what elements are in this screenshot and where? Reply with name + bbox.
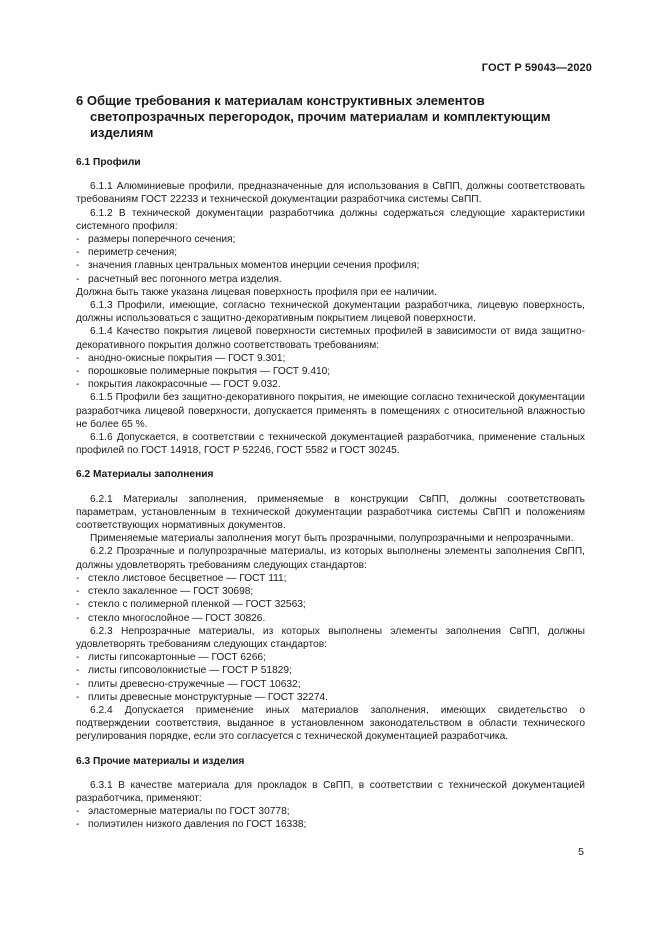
page-number: 5 [578, 846, 584, 858]
list-transparent-materials [76, 572, 585, 625]
paragraph-6-2-1-note: Применяемые материалы заполнения могут быть прозрачными, полупрозрачными и непрозрачными. [90, 533, 574, 545]
list-profile-characteristics [76, 233, 585, 286]
list-item: - стекло листовое бесцветное — ГОСТ 111; [76, 572, 287, 584]
paragraph-6-1-3: 6.1.3 Профили, имеющие, согласно технической документации разработчика, лицевую поверхность, должны использоваться с защитно-декоративным покрытием лицевой поверхности. [76, 300, 585, 325]
list-item: - размеры поперечного сечения; [76, 234, 236, 246]
page-content [76, 93, 585, 832]
list-item: - полиэтилен низкого давления по ГОСТ 16338; [76, 819, 307, 831]
paragraph-6-1-5: 6.1.5 Профили без защитно-декоративного покрытия, не имеющие согласно технической документации разработчика лицевой поверхности, допускается применять в помещениях с относительной влажностью не более 65 %. [76, 392, 585, 430]
list-item: - плиты древесные монструктурные — ГОСТ 32274. [76, 691, 329, 703]
section-6-title [76, 93, 585, 141]
list-item: - стекло с полимерной пленкой — ГОСТ 32563; [76, 599, 306, 611]
list-coating-requirements [76, 352, 585, 392]
paragraph-6-1-1: 6.1.1 Алюминиевые профили, предназначенные для использования в СвПП, должны соответствовать требованиям ГОСТ 22233 и технической документации разработчика системы СвПП. [76, 181, 585, 206]
list-item: - порошковые полимерные покрытия — ГОСТ 9.410; [76, 366, 331, 378]
list-item: - плиты древесно-стружечные — ГОСТ 10632; [76, 678, 301, 690]
list-gasket-materials [76, 805, 585, 831]
paragraph-6-3-1: 6.3.1 В качестве материала для прокладок в СвПП, в соответствии с технической документацией разработчика, применяют: [76, 779, 585, 804]
list-item: - листы гипсоволокнистые — ГОСТ Р 51829; [76, 665, 292, 677]
paragraph-6-2-3: 6.2.3 Непрозрачные материалы, из которых выполнены элементы заполнения СвПП, должны удовлетворять требованиям следующих стандартов: [76, 625, 585, 650]
section-6-title-line: светопрозрачных перегородок, прочим материалам и комплектующим [90, 109, 551, 124]
paragraph-6-1-4: 6.1.4 Качество покрытия лицевой поверхности системных профилей в зависимости от вида защитно-декоративного покрытия должно соответствовать требованиям: [76, 326, 585, 351]
document-code: ГОСТ Р 59043—2020 [481, 62, 592, 74]
subsection-6-3-title: 6.3 Прочие материалы и изделия [76, 755, 245, 767]
list-opaque-materials [76, 651, 585, 704]
subsection-6-1-title: 6.1 Профили [76, 157, 141, 168]
subsection-6-2-title: 6.2 Материалы заполнения [76, 469, 214, 481]
list-item: - стекло многослойное — ГОСТ 30826. [76, 612, 266, 624]
list-item: - листы гипсокартонные — ГОСТ 6266; [76, 652, 266, 664]
list-item: - значения главных центральных моментов инерции сечения профиля; [76, 260, 420, 272]
list-item: - периметр сечения; [76, 247, 178, 259]
paragraph-6-1-2-note: Должна быть также указана лицевая поверхность профиля при ее наличии. [76, 286, 437, 298]
list-item: - расчетный вес погонного метра изделия. [76, 273, 282, 285]
paragraph-6-1-6: 6.1.6 Допускается, в соответствии с технической документацией разработчика, применение стальных профилей по ГОСТ 14918, ГОСТ Р 52246, ГОСТ 5582 и ГОСТ 30245. [76, 432, 585, 457]
list-item: - анодно-окисные покрытия — ГОСТ 9.301; [76, 352, 286, 364]
list-item: - эластомерные материалы по ГОСТ 30778; [76, 806, 290, 818]
list-item: - стекло закаленное — ГОСТ 30698; [76, 586, 254, 598]
paragraph-6-2-1: 6.2.1 Материалы заполнения, применяемые в конструкции СвПП, должны соответствовать параметрам, установленным в технической документации разработчика системы СвПП и положениям соответствующих нормативных документов. [76, 493, 585, 532]
paragraph-6-2-4: 6.2.4 Допускается применение иных материалов заполнения, имеющих свидетельство о подтверждении соответствия, выданное в установленном законодательством в области технического регулирования порядке, если это согласуется с технической документацией разработчика. [76, 704, 585, 743]
section-6-title-line: изделиям [90, 125, 154, 140]
paragraph-6-2-2: 6.2.2 Прозрачные и полупрозрачные материалы, из которых выполнены элементы заполнения СвПП, должны удовлетворять требованиям следующих стандартов: [76, 546, 585, 571]
section-6-title-line: 6 Общие требования к материалам конструктивных элементов [76, 93, 485, 108]
paragraph-6-1-2: 6.1.2 В технической документации разработчика должны содержаться следующие характеристики системного профиля: [76, 207, 585, 232]
list-item: - покрытия лакокрасочные — ГОСТ 9.032. [76, 379, 281, 391]
